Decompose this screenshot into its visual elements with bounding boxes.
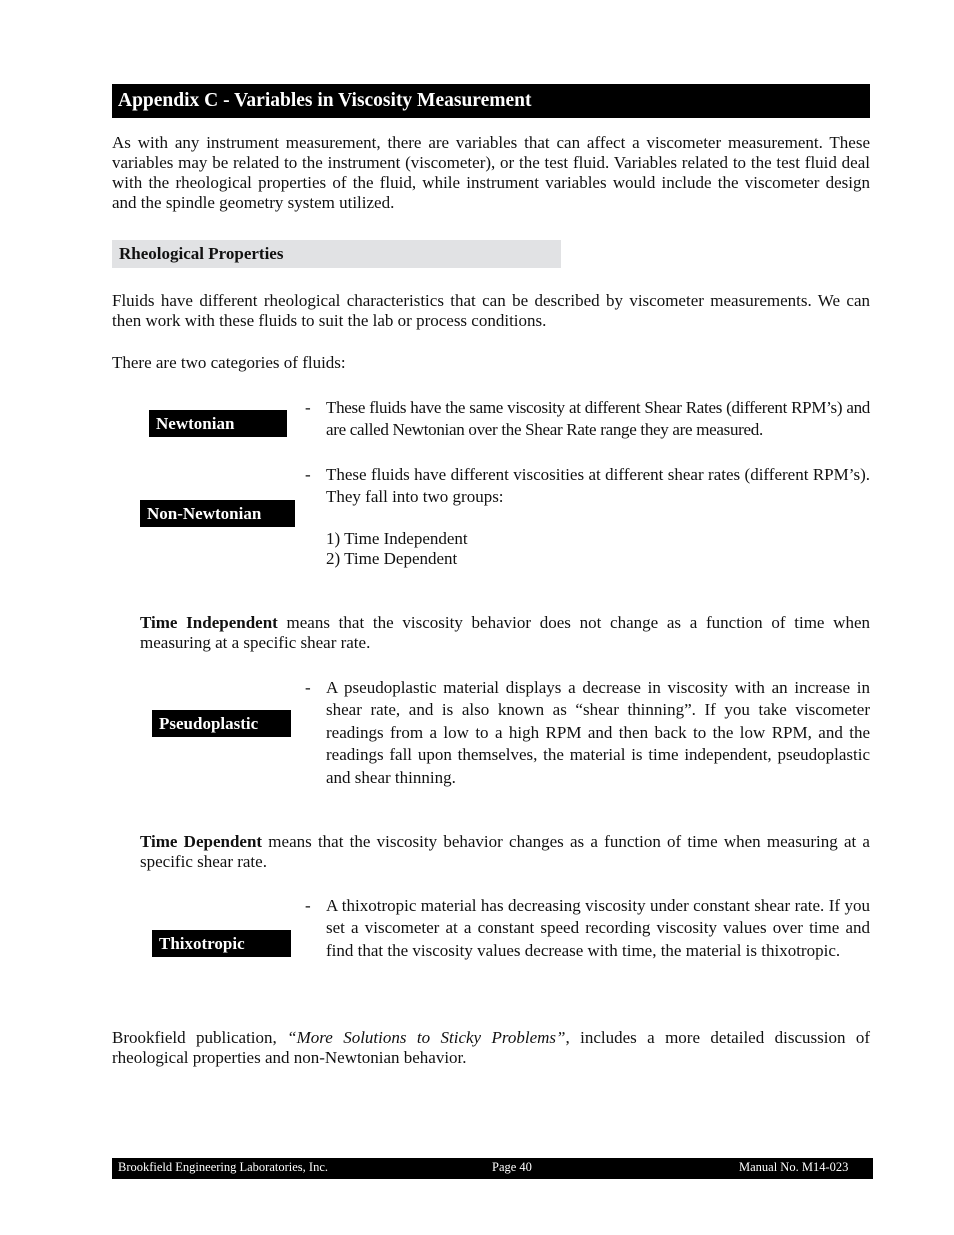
list-dash: - [305, 896, 311, 915]
newtonian-description: These fluids have the same viscosity at different Shear Rates (different RPM’s) and are called Newtonian over the Shear Rate range they are measured. [326, 398, 870, 440]
group-item: 1) Time Independent [326, 529, 468, 548]
closing-pre: Brookfield publication, [112, 1028, 288, 1047]
pseudoplastic-label: Pseudoplastic [152, 710, 291, 737]
page-footer [112, 1158, 873, 1179]
time-dependent-term: Time Dependent [140, 832, 263, 851]
fluids-paragraph: Fluids have different rheological characteristics that can be described by viscometer measurements. We can then work with these fluids to suit the lab or process conditions. [112, 291, 870, 330]
page-title: Appendix C - Variables in Viscosity Measurement [112, 84, 870, 118]
group-item: 2) Time Dependent [326, 549, 458, 568]
time-dependent-text: means that the viscosity behavior changes as a function of time when measuring at a specific shear rate. [140, 832, 870, 871]
thixotropic-label: Thixotropic [152, 930, 291, 957]
non-newtonian-label: Non-Newtonian [140, 500, 295, 527]
non-newtonian-description: These fluids have different viscosities at different shear rates (different RPM’s). They fall into two groups: [326, 465, 870, 507]
pseudoplastic-description: A pseudoplastic material displays a decrease in viscosity with an increase in shear rate, and is also known as “shear thinning”. If you take viscometer readings from a low to a high RPM and then back to the low RPM, and the readings fall upon themselves, the material is time independent, pseudoplastic and shear thinning. [326, 678, 870, 787]
list-dash: - [305, 678, 311, 697]
publication-title: “More Solutions to Sticky Problems” [287, 1028, 566, 1047]
list-dash: - [305, 398, 311, 417]
time-dependent-paragraph [140, 832, 870, 872]
time-independent-text: means that the viscosity behavior does not change as a function of time when measuring at a specific shear rate. [140, 613, 870, 652]
categories-paragraph: There are two categories of fluids: [112, 353, 346, 372]
intro-paragraph: As with any instrument measurement, there are variables that can affect a viscometer measurement. These variables may be related to the instrument (viscometer), or the test fluid. Variables related to the test fluid deal with the rheological properties of the fluid, while instrument variables would include the viscometer design and the spindle geometry system utilized. [112, 133, 870, 212]
closing-post: , includes a more detailed discussion of rheological properties and non-Newtonian behavior. [112, 1028, 870, 1067]
section-heading: Rheological Properties [112, 240, 561, 268]
list-dash: - [305, 465, 311, 484]
time-independent-term: Time Independent [140, 613, 278, 632]
thixotropic-description: A thixotropic material has decreasing viscosity under constant shear rate. If you set a viscometer at a constant speed recording viscosity values over time and find that the viscosity values decrease with time, the material is thixotropic. [326, 896, 870, 960]
closing-paragraph [112, 1028, 870, 1068]
time-independent-paragraph [140, 613, 870, 653]
newtonian-label: Newtonian [149, 410, 287, 437]
footer-company: Brookfield Engineering Laboratories, Inc. [118, 1160, 328, 1174]
footer-manual-number: Manual No. M14-023 [739, 1160, 849, 1174]
footer-page-number: Page 40 [492, 1160, 532, 1174]
